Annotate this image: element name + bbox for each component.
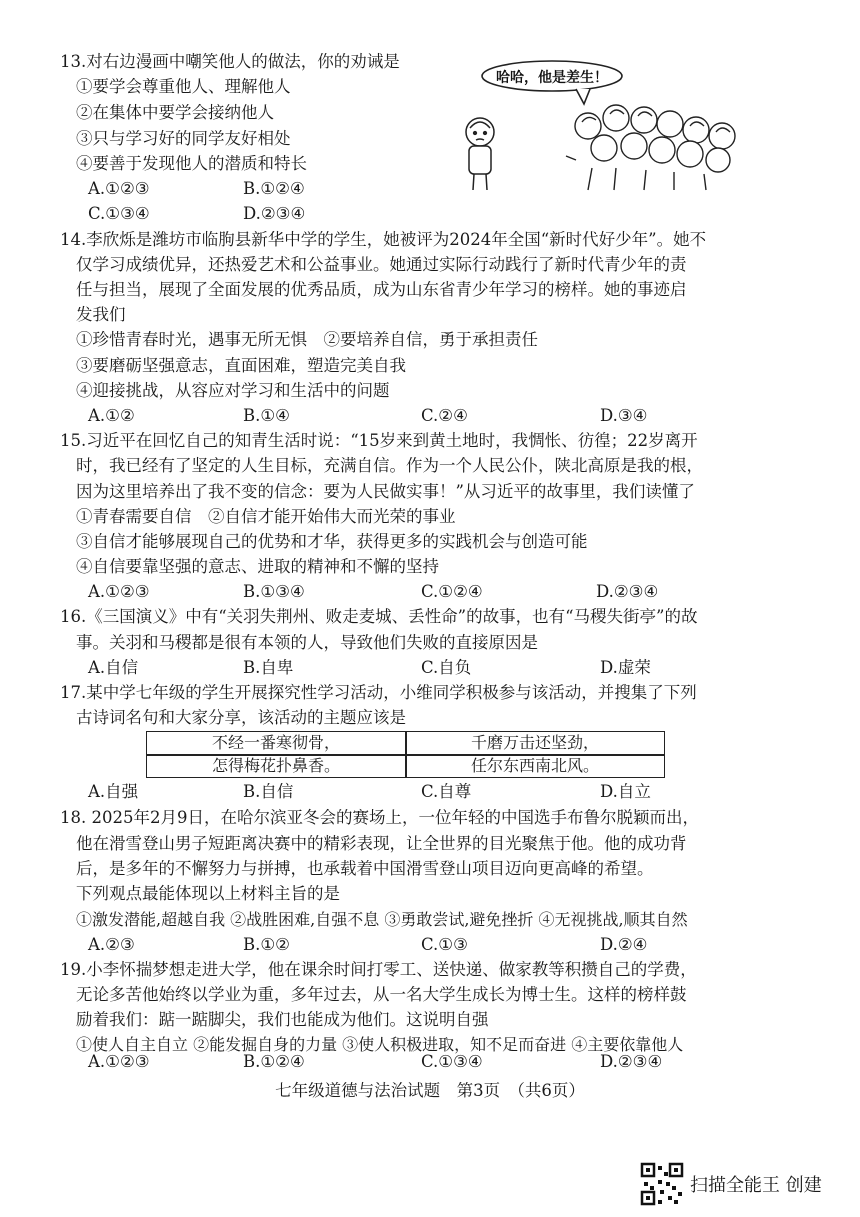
question-stem: 14.李欣烁是潍坊市临朐县新华中学的学生，她被评为2024年全国“新时代好少年”。她不	[60, 230, 707, 249]
question-stem: 17.某中学七年级的学生开展探究性学习活动，小维同学积极参与该活动，并搜集了下列	[60, 683, 697, 702]
question-stem: 事。关羽和马稷都是很有本领的人，导致他们失败的直接原因是	[76, 633, 538, 652]
lone-child-figure	[466, 118, 494, 190]
scanner-watermark	[640, 1158, 822, 1210]
poem-right-line-1: 千磨万击还坚劲，	[470, 733, 599, 752]
option-b: B.①②④	[243, 1052, 305, 1071]
question-item: ①激发潜能,超越自我 ②战胜困难,自强不息 ③勇敢尝试,避免挫折 ④无视挑战,顺其自然	[76, 910, 688, 929]
question-stem: 仅学习成绩优异，还热爱艺术和公益事业。她通过实际行动践行了新时代青少年的责	[76, 255, 687, 274]
question-item: ③只与学习好的同学友好相处	[76, 129, 291, 148]
option-c: C.①②④	[421, 582, 483, 601]
question-stem: 任与担当，展现了全面发展的优秀品质，成为山东省青少年学习的榜样。她的事迹启	[76, 280, 687, 299]
poem-left-line-1: 不经一番寒彻骨，	[211, 733, 340, 752]
option-a: A.自信	[88, 658, 139, 677]
cartoon-illustration	[456, 56, 758, 194]
question-stem: 无论多苦他始终以学业为重，多年过去，从一名大学生成长为博士生。这样的榜样鼓	[76, 985, 687, 1004]
option-a: A.①②③	[88, 582, 150, 601]
question-stem: 发我们	[76, 305, 126, 324]
option-b: B.①②④	[243, 179, 305, 198]
page-footer: 七年级道德与法治试题 第3页 （共6页）	[275, 1081, 585, 1100]
question-item: ④要善于发现他人的潜质和特长	[76, 154, 307, 173]
question-item: ①使人自主自立 ②能发掘自身的力量 ③使人积极进取，知不足而奋进 ④主要依靠他人	[76, 1035, 684, 1054]
question-stem: 古诗词名句和大家分享，该活动的主题应该是	[76, 708, 406, 727]
question-item: ①要学会尊重他人、理解他人	[76, 77, 291, 96]
poem-right-line-2: 任尔东西南北风。	[470, 756, 599, 775]
option-a: A.①②③	[88, 179, 150, 198]
question-stem: 16.《三国演义》中有“关羽失荆州、败走麦城、丢性命”的故事，也有“马稷失街亭”的故	[60, 607, 698, 626]
option-a: A.自强	[88, 782, 139, 801]
option-c: C.自负	[421, 658, 472, 677]
speech-bubble-text: 哈哈，他是差生！	[496, 70, 608, 86]
option-b: B.①②	[243, 935, 290, 954]
option-a: A.①②	[88, 406, 135, 425]
option-c: C.自尊	[421, 782, 472, 801]
question-stem: 13.对右边漫画中嘲笑他人的做法，你的劝诫是	[60, 52, 400, 71]
question-item: ①青春需要自信 ②自信才能开始伟大而光荣的事业	[76, 507, 456, 526]
question-stem: 后，是多年的不懈努力与拼搏，也承载着中国滑雪登山项目迈向更高峰的希望。	[76, 859, 654, 878]
question-item: ④迎接挑战，从容应对学习和生活中的问题	[76, 381, 390, 400]
option-b: B.自信	[243, 782, 294, 801]
option-a: A.①②③	[88, 1052, 150, 1071]
option-c: C.①③④	[88, 204, 150, 223]
question-item: ②在集体中要学会接纳他人	[76, 103, 274, 122]
question-stem: 19.小李怀揣梦想走进大学，他在课余时间打零工、送快递、做家教等积攒自己的学费，	[60, 960, 697, 979]
option-c: C.①③④	[421, 1052, 483, 1071]
question-item: ①珍惜青春时光，遇事无所无惧 ②要培养自信，勇于承担责任	[76, 330, 538, 349]
option-d: D.③④	[600, 406, 648, 425]
question-item: ④自信要靠坚强的意志、进取的精神和不懈的坚持	[76, 557, 439, 576]
option-d: D.自立	[600, 782, 651, 801]
option-d: D.②③④	[243, 204, 306, 223]
qr-code-icon	[640, 1162, 684, 1206]
mocking-children-group	[566, 105, 735, 190]
option-b: B.①③④	[243, 582, 305, 601]
question-stem: 下列观点最能体现以上材料主旨的是	[76, 884, 340, 903]
question-item: ③自信才能够展现自己的优势和才华，获得更多的实践机会与创造可能	[76, 532, 588, 551]
option-d: D.②③④	[596, 582, 659, 601]
question-stem: 因为这里培养出了我不变的信念：要为人民做实事！”从习近平的故事里，我们读懂了	[76, 482, 695, 501]
poem-table	[146, 731, 665, 778]
scanner-label: 扫描全能王 创建	[690, 1175, 822, 1196]
question-item: ③要磨砺坚强意志，直面困难，塑造完美自我	[76, 356, 406, 375]
option-d: D.②③④	[600, 1052, 663, 1071]
option-c: C.②④	[421, 406, 468, 425]
option-b: B.自卑	[243, 658, 294, 677]
question-stem: 15.习近平在回忆自己的知青生活时说：“15岁来到黄土地时，我惆怅、彷徨；22岁离开	[60, 431, 698, 450]
option-c: C.①③	[421, 935, 468, 954]
option-b: B.①④	[243, 406, 290, 425]
question-stem: 励着我们：踮一踮脚尖，我们也能成为他们。这说明自强	[76, 1010, 489, 1029]
question-stem: 18. 2025年2月9日，在哈尔滨亚冬会的赛场上，一位年轻的中国选手布鲁尔脱颖而出，	[60, 808, 699, 827]
poem-left-line-2: 怎得梅花扑鼻香。	[211, 756, 340, 775]
option-d: D.②④	[600, 935, 648, 954]
question-stem: 他在滑雪登山男子短距离决赛中的精彩表现，让全世界的目光聚焦于他。他的成功背	[76, 834, 687, 853]
question-stem: 时，我已经有了坚定的人生目标，充满自信。作为一个人民公仆，陕北高原是我的根，	[76, 456, 703, 475]
option-a: A.②③	[88, 935, 135, 954]
option-d: D.虚荣	[600, 658, 651, 677]
